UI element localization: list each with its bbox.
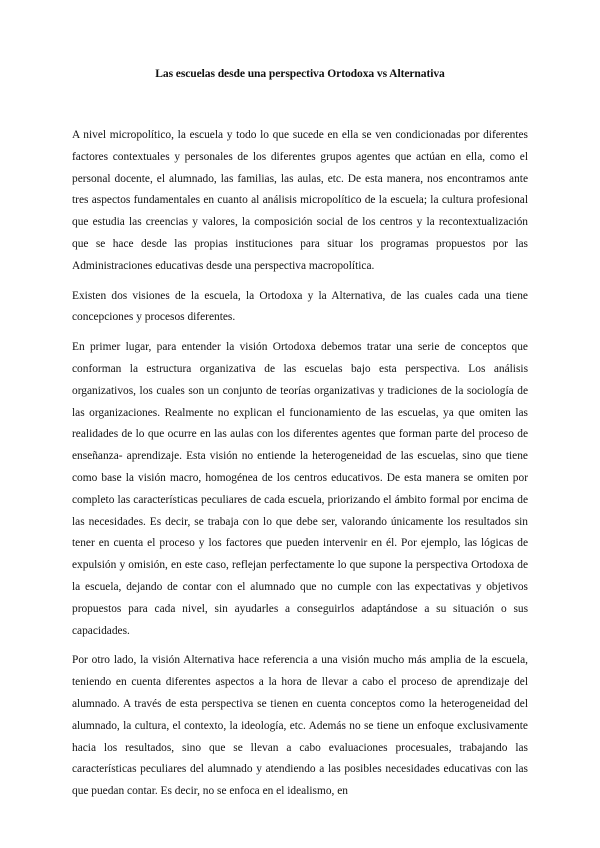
paragraph-alternative-vision: Por otro lado, la visión Alternativa hace referencia a una visión mucho más amplia de la escuela, teniendo en cuenta diferentes aspectos a la hora de llevar a cabo el proceso de aprendizaje del alumnado. A través de esta perspectiva se tienen en cuenta conceptos como la heterogeneidad del alumnado, la cultura, el contexto, la ideología, etc. Además no se tiene un enfoque exclusivamente hacia los resultados, sino que se llevan a cabo evaluaciones procesuales, trabajando las características peculiares del alumnado y atendiendo a las posibles necesidades educativas con las que puedan contar. Es decir, no se enfoca en el idealismo, en	[72, 654, 528, 798]
paragraph-two-visions: Existen dos visiones de la escuela, la Ortodoxa y la Alternativa, de las cuales cada una tiene concepciones y procesos diferentes.	[72, 289, 528, 324]
paragraph-orthodox-vision: En primer lugar, para entender la visión Ortodoxa debemos tratar una serie de conceptos que conforman la estructura organizativa de las escuelas bajo esta perspectiva. Los análisis organizativos, los cuales son un conjunto de teorías organizativas y tradiciones de la sociología de las organizaciones. Realmente no explican el funcionamiento de las escuelas, ya que omiten las realidades de lo que ocurre en las aulas con los diferentes agentes que forman parte del proceso de enseñanza- aprendizaje. Esta visión no entiende la heterogeneidad de las escuelas, sino que tiene como base la visión macro, homogénea de los centros educativos. De esta manera se omiten por completo las características peculiares de cada escuela, priorizando el ámbito formal por encima de las necesidades. Es decir, se trabaja con lo que debe ser, valorando únicamente los resultados sin tener en cuenta el proceso y los factores que pueden intervenir en él. Por ejemplo, las lógicas de expulsión y omisión, en este caso, reflejan perfectamente lo que supone la perspectiva Ortodoxa de la escuela, dejando de contar con el alumnado que no cumple con las expectativas y objetivos propuestos para cada nivel, sin ayudarles a conseguirlos adaptándose a su situación o sus capacidades.	[72, 341, 528, 637]
document-body	[72, 125, 528, 811]
paragraph-micropolitical: A nivel micropolítico, la escuela y todo lo que sucede en ella se ven condicionadas por diferentes factores contextuales y personales de los diferentes grupos agentes que actúan en ella, como el personal docente, el alumnado, las familias, las aulas, etc. De esta manera, nos encontramos ante tres aspectos fundamentales en cuanto al análisis micropolítico de la escuela; la cultura profesional que estudia las creencias y valores, la composición social de los centros y la recontextualización que se hace desde las propias instituciones para situar los programas propuestos por las Administraciones educativas desde una perspectiva macropolítica.	[72, 129, 528, 272]
document-title: Las escuelas desde una perspectiva Ortodoxa vs Alternativa	[155, 67, 445, 80]
